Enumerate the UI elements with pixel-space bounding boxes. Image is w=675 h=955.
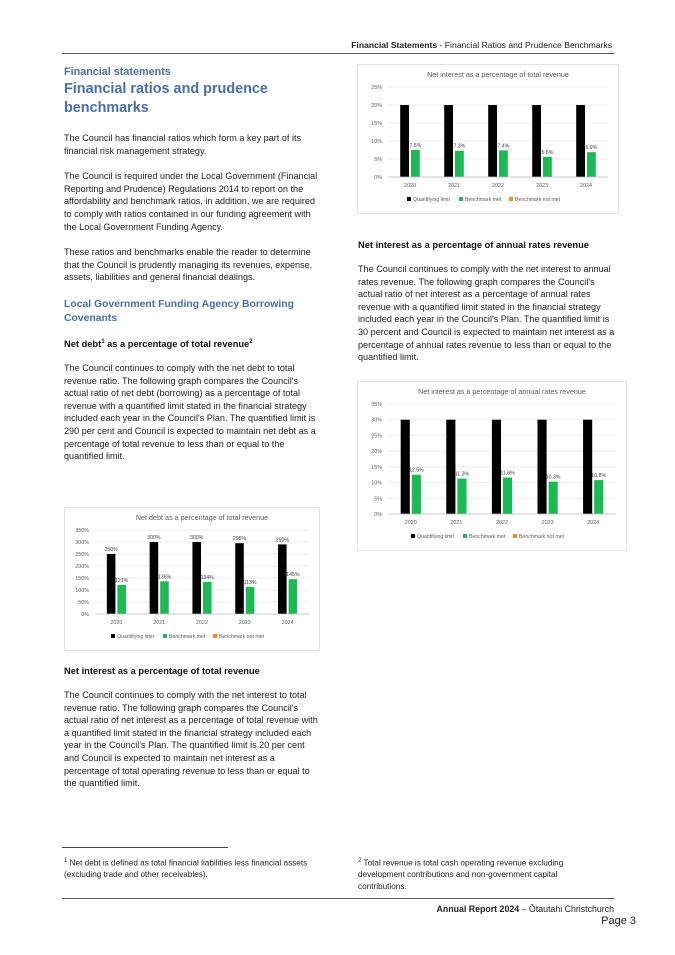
legend-label: Benchmark met (169, 634, 206, 640)
bar-benchmark-met (499, 150, 508, 177)
legend-label: Benchmark not met (219, 634, 264, 640)
legend-label: Quantifying limit (417, 534, 454, 540)
bar-label-limit: 250% (104, 547, 118, 553)
left-column-lower (64, 666, 322, 790)
net-interest-total-heading: Net interest as a percentage of total revenue (64, 666, 260, 676)
bar-quantifying-limit (446, 420, 455, 514)
legend-swatch (463, 534, 467, 538)
bar-quantifying-limit (488, 105, 497, 177)
y-tick-label: 200% (75, 564, 89, 570)
bar-benchmark-met (457, 478, 466, 514)
x-tick-label: 2023 (541, 520, 554, 526)
bar-quantifying-limit (537, 420, 546, 514)
bar-benchmark-met (549, 482, 558, 514)
x-tick-label: 2023 (536, 183, 548, 189)
x-tick-label: 2020 (110, 620, 123, 626)
legend-swatch (509, 197, 513, 201)
footer-report: Annual Report 2024 (436, 904, 520, 914)
y-tick-label: 5% (374, 157, 382, 163)
bar-quantifying-limit (532, 105, 541, 177)
x-tick-label: 2021 (448, 183, 460, 189)
legend-swatch (213, 634, 217, 638)
bar-quantifying-limit (400, 105, 409, 177)
bar-quantifying-limit (583, 420, 592, 514)
x-tick-label: 2021 (153, 620, 166, 626)
bar-benchmark-met (160, 581, 169, 614)
net-debt-heading (64, 339, 322, 349)
bar-label-met: 145% (286, 572, 300, 579)
running-header (62, 40, 612, 50)
bar-label-limit: 300% (147, 535, 161, 541)
intro-paragraph-1: The Council has financial ratios which form a key part of its financial risk management strategy. (64, 133, 302, 156)
bar-label-met: 6.9% (585, 145, 598, 152)
footnote-ref-1[interactable]: 1 (101, 338, 105, 345)
footer-dash: – (519, 904, 529, 914)
bar-label-met: 121% (115, 577, 129, 584)
chart-net-interest-total (357, 64, 619, 214)
y-tick-label: 350% (75, 528, 89, 534)
legend-swatch (513, 534, 517, 538)
bar-quantifying-limit (444, 105, 453, 177)
intro-paragraph-2: The Council is required under the Local Government (Financial Reporting and Prudence) Regulations 2014 to report on the affordability and benchmark ratios, in addition, we are required to comply with ratios contained in our funding agreement with the Local Government Funding Agency. (64, 171, 318, 232)
bar-benchmark-met (412, 475, 421, 514)
y-tick-label: 250% (75, 552, 89, 558)
bar-label-met: 12.5% (409, 467, 424, 474)
chart-net-interest-total-svg (358, 65, 618, 213)
y-tick-label: 20% (371, 103, 382, 109)
intro-paragraph-3: These ratios and benchmarks enable the reader to determine that the Council is prudently managing its revenues, expense, assets, liabilities and general financial dealings. (64, 247, 313, 283)
header-section: Financial Ratios and Prudence Benchmarks (444, 40, 612, 50)
bar-label-met: 7.5% (409, 143, 422, 149)
net-interest-rates-heading: Net interest as a percentage of annual rates revenue (358, 240, 589, 250)
bar-label-limit: 300% (190, 535, 204, 541)
x-tick-label: 2020 (404, 183, 416, 189)
bar-label-met: 134% (200, 574, 214, 581)
bar-label-met: 7.3% (453, 143, 466, 150)
legend-swatch (163, 634, 167, 638)
footnote-2-number: 2 (358, 858, 362, 864)
y-tick-label: 5% (374, 496, 382, 503)
bar-label-limit: 290% (275, 537, 289, 544)
right-column (358, 240, 620, 364)
y-tick-label: 0% (81, 612, 89, 618)
bar-label-met: 136% (157, 574, 172, 581)
overline: Financial statements (64, 66, 171, 78)
bar-label-met: 11.3% (454, 471, 470, 478)
y-tick-label: 10% (371, 480, 382, 487)
y-tick-label: 0% (374, 175, 382, 181)
left-column (64, 66, 322, 463)
footnote-1-text: Net debt is defined as total financial liabilities less financial assets (excluding trade and other receivables). (64, 858, 308, 880)
chart-net-debt-svg (65, 508, 319, 650)
footnote-2-text: Total revenue is total cash operating revenue excluding development contributions and non-government capital contributions. (358, 858, 564, 891)
footnote-rule (62, 847, 228, 848)
bar-benchmark-met (203, 582, 212, 614)
legend-label: Quantifying limit (413, 197, 450, 203)
legend-label: Benchmark not met (519, 534, 564, 540)
y-tick-label: 25% (371, 433, 382, 440)
footer-city: Ōtautahi Christchurch (528, 904, 614, 914)
y-tick-label: 300% (75, 540, 89, 546)
net-interest-rates-paragraph: The Council continues to comply with the net interest to annual rates revenue. The following graph compares the Council's actual ratio of net interest as a percentage of annual rates revenue with a quantified limit stated in the financial strategy included each year in the Council's Plan. The quantified limit is 30 percent and Council is expected to maintain net interest as a percentage of annual rates revenue to less than or equal to the quantified limit. (358, 264, 615, 363)
header-sep: - (437, 40, 445, 50)
legend-swatch (459, 197, 463, 201)
page-number: Page 3 (601, 915, 636, 927)
page-title: Financial ratios and prudence benchmarks (64, 81, 268, 116)
x-tick-label: 2022 (196, 620, 208, 626)
bar-quantifying-limit (235, 543, 244, 614)
y-tick-label: 30% (371, 417, 382, 424)
net-debt-paragraph: The Council continues to comply with the net debt to total revenue ratio. The following graph compares the Council's actual ratio of net debt (borrowing) as a percentage of total revenue with a quantified limit stated in the financial strategy included each year in the Council's Plan. The quantified limit is 290 per cent and Council is expected to maintain net debt as a percentage of total revenue to less than or equal to the quantified limit. (64, 363, 316, 462)
footnote-1-number: 1 (64, 858, 68, 864)
y-tick-label: 0% (374, 512, 382, 518)
x-tick-label: 2021 (450, 520, 463, 526)
x-tick-label: 2022 (492, 183, 504, 189)
x-tick-label: 2024 (587, 520, 600, 526)
x-tick-label: 2024 (281, 620, 294, 626)
bar-label-met: 10.3% (545, 474, 561, 481)
footnote-ref-2[interactable]: 2 (249, 338, 253, 345)
x-tick-label: 2024 (580, 183, 592, 189)
chart-net-interest-rates (357, 381, 627, 551)
y-tick-label: 10% (371, 139, 382, 145)
bar-benchmark-met (543, 157, 552, 177)
y-tick-label: 50% (78, 600, 89, 606)
legend-swatch (111, 634, 115, 638)
bar-label-limit: 295% (232, 536, 247, 543)
bar-label-met: 11.6% (500, 470, 515, 477)
bar-label-met: 7.4% (497, 143, 510, 150)
bar-benchmark-met (594, 480, 603, 514)
y-tick-label: 15% (371, 121, 382, 127)
bar-benchmark-met (411, 150, 420, 177)
bar-benchmark-met (503, 478, 512, 514)
net-debt-heading-a: Net debt (64, 339, 102, 350)
footer-rule (62, 898, 614, 899)
footnote-2 (358, 856, 598, 892)
footnote-1 (64, 856, 314, 881)
bar-label-met: 10.8% (591, 473, 607, 480)
y-tick-label: 20% (371, 449, 382, 456)
bar-benchmark-met (246, 587, 255, 614)
bar-quantifying-limit (492, 420, 501, 514)
legend-label: Quantifying limit (117, 634, 154, 640)
bar-benchmark-met (117, 585, 126, 614)
chart-net-interest-rates-svg (358, 382, 626, 550)
header-doc: Financial Statements (351, 40, 438, 50)
y-tick-label: 150% (75, 576, 89, 582)
bar-quantifying-limit (576, 105, 585, 177)
chart-title: Net debt as a percentage of total revenue (135, 513, 269, 522)
bar-benchmark-met (289, 579, 298, 614)
lgfa-heading: Local Government Funding Agency Borrowing Covenants (64, 298, 294, 324)
y-tick-label: 15% (371, 464, 382, 471)
legend-label: Benchmark met (469, 534, 506, 540)
x-tick-label: 2022 (496, 520, 508, 526)
x-tick-label: 2023 (238, 620, 251, 626)
legend-swatch (407, 197, 411, 201)
bar-quantifying-limit (107, 554, 116, 614)
bar-benchmark-met (455, 151, 464, 177)
chart-net-debt (64, 507, 320, 651)
chart-title: Net interest as a percentage of total revenue (427, 70, 569, 79)
net-debt-heading-b: as a percentage of total revenue (104, 339, 250, 350)
x-tick-label: 2020 (404, 520, 417, 526)
net-interest-total-paragraph: The Council continues to comply with the net interest to total revenue ratio. The following graph compares the Council's actual ratio of net interest as a percentage of total revenue with a quantified limit stated in the financial strategy included each year in the Council's Plan. The quantified limit is 20 per cent and Council is expected to maintain net interest as a percentage of total operating revenue to less than or equal to the quantified limit. (64, 690, 318, 789)
legend-label: Benchmark not met (515, 197, 560, 203)
chart-title: Net interest as a percentage of annual rates revenue (418, 387, 586, 396)
header-rule (62, 53, 614, 54)
running-footer (62, 904, 614, 914)
bar-quantifying-limit (278, 544, 287, 614)
y-tick-label: 35% (371, 402, 382, 408)
bar-benchmark-met (587, 152, 596, 177)
y-tick-label: 100% (75, 588, 89, 594)
legend-swatch (411, 534, 415, 538)
bar-label-met: 5.6% (541, 149, 554, 156)
bar-label-met: 113% (243, 579, 257, 586)
legend-label: Benchmark met (465, 197, 502, 203)
y-tick-label: 25% (371, 85, 382, 91)
